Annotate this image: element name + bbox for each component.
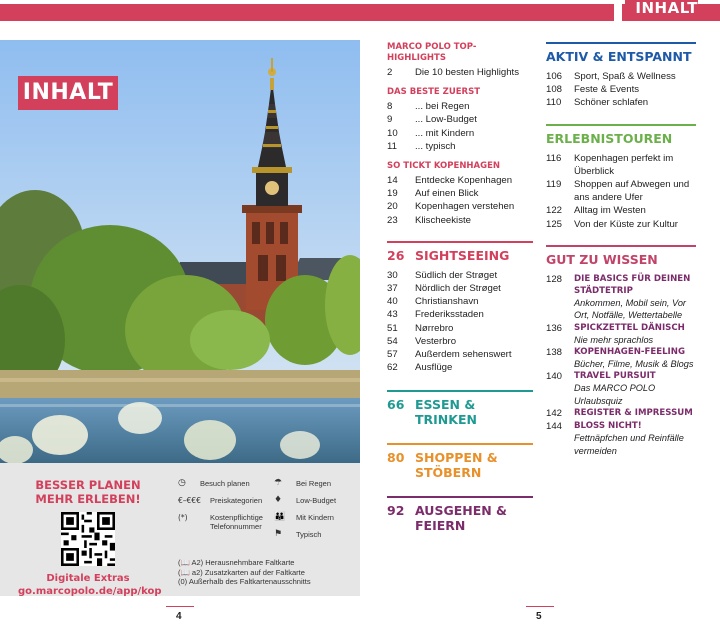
toc-entry[interactable]: 20 Kopenhagen verstehen [387, 201, 515, 213]
toc-entry[interactable]: 9 ... Low-Budget [387, 114, 477, 126]
toc-entry[interactable]: 119 Shoppen auf Abwegen und ans andere Ufer [546, 179, 690, 204]
legend-item: (*) Kostenpflichtige Telefonnummer [178, 513, 263, 531]
promo-line-1: BESSER PLANEN [35, 478, 141, 492]
clock-icon: ◷ [178, 478, 186, 488]
toc-entry[interactable]: 30 Südlich der Strøget [387, 269, 498, 281]
info-panel [0, 463, 360, 596]
toc-entry[interactable]: 40 Christianshavn [387, 296, 479, 308]
piggybank-icon: ♦ [274, 495, 283, 505]
asterisk-icon: (*) [178, 513, 188, 522]
section-aktiv-entspannt[interactable]: AKTIV & ENTSPANNT [546, 42, 696, 64]
toc-entry[interactable]: 57 Außerdem sehenswert [387, 349, 512, 361]
section-essen-trinken[interactable]: 66 ESSEN & TRINKEN [387, 390, 533, 427]
toc-entry[interactable]: 43 Frederiksstaden [387, 309, 484, 321]
page-number-left: 4 [176, 611, 182, 622]
toc-entry[interactable]: 8 ... bei Regen [387, 101, 470, 113]
toc-entry[interactable]: 14 Entdecke Kopenhagen [387, 175, 513, 187]
toc-entry[interactable]: 108 Feste & Events [546, 84, 640, 96]
family-icon: 👪 [274, 512, 286, 522]
promo-line-2: MEHR ERLEBEN! [35, 492, 141, 506]
section-sightseeing[interactable]: 26 SIGHTSEEING [387, 241, 533, 263]
euro-icon: €–€€€ [178, 496, 201, 505]
toc-entry[interactable]: 62 Ausflüge [387, 362, 453, 374]
toc-entry[interactable]: 10 ... mit Kindern [387, 127, 475, 139]
page-divider [526, 606, 554, 607]
header-title: INHALT [625, 0, 698, 17]
toc-entry[interactable]: 23 Klischeekiste [387, 214, 471, 226]
toc-entry[interactable]: 37 Nördlich der Strøget [387, 283, 501, 295]
toc-entry[interactable]: 19 Auf einen Blick [387, 188, 479, 200]
toc-entry[interactable]: 136 SPICKZETTEL DÄNISCH Nie mehr sprachlos [546, 322, 685, 345]
legend-item: ☂ Bei Regen [274, 478, 332, 488]
toc-column-1 [387, 42, 533, 539]
legend-item: ◷ Besuch planen [178, 478, 250, 488]
app-url-link[interactable]: go.marcopolo.de/app/kop [18, 586, 162, 597]
page-divider [166, 606, 194, 607]
flag-icon: ⚑ [274, 529, 283, 539]
legend-item: 👪 Mit Kindern [274, 512, 334, 522]
legend-item: €–€€€ Preiskategorien [178, 496, 263, 505]
toc-entry[interactable]: 2 Die 10 besten Highlights [387, 67, 519, 78]
toc-entry[interactable]: 54 Vesterbro [387, 335, 457, 347]
section-ausgehen[interactable]: 92 AUSGEHEN & FEIERN [387, 496, 533, 533]
toc-entry[interactable]: 142 REGISTER & IMPRESSUM [546, 408, 693, 420]
map-note: (0) Außerhalb des Faltkartenausschnitts [178, 577, 311, 586]
legend-item: ⚑ Typisch [274, 529, 322, 539]
toc-entry[interactable]: 51 Nørrebro [387, 322, 454, 334]
toc-entry[interactable]: 140 TRAVEL PURSUIT Das MARCO POLO Urlaubsquiz [546, 371, 656, 406]
toc-entry[interactable]: 116 Kopenhagen perfekt im Überblick [546, 152, 674, 177]
toc-entry[interactable]: 144 BLOSS NICHT! Fettnäpfchen und Reinfälle vermeiden [546, 421, 684, 456]
map-note: (📖 a2) Zusatzkarten auf der Faltkarte [178, 567, 305, 577]
app-promo [18, 478, 162, 598]
section-title: MARCO POLO TOP-HIGHLIGHTS [387, 42, 477, 63]
toc-entry[interactable]: 125 Von der Küste zur Kultur [546, 218, 678, 230]
section-title: DAS BESTE ZUERST [387, 87, 481, 98]
header-bar [0, 4, 720, 21]
toc-column-2 [546, 42, 696, 457]
umbrella-icon: ☂ [274, 478, 283, 488]
section-gut-zu-wissen[interactable]: GUT ZU WISSEN [546, 245, 696, 267]
map-note: (📖 A2) Herausnehmbare Faltkarte [178, 558, 295, 567]
toc-entry[interactable]: 122 Alltag im Westen [546, 205, 646, 217]
map-notes [178, 558, 311, 587]
toc-entry[interactable]: 106 Sport, Spaß & Wellness [546, 71, 676, 82]
section-erlebnistouren[interactable]: ERLEBNISTOUREN [546, 124, 696, 146]
qr-code-icon[interactable] [61, 512, 115, 566]
section-shoppen[interactable]: 80 SHOPPEN & STÖBERN [387, 443, 533, 480]
page-number-right: 5 [536, 611, 542, 622]
section-title: SO TICKT KOPENHAGEN [387, 161, 501, 172]
toc-entry[interactable]: 128 DIE BASICS FÜR DEINEN STÄDTETRIP Ankommen, Mobil sein, Vor Ort, Notfälle, Wettertabelle [546, 273, 691, 321]
toc-entry[interactable]: 110 Schöner schlafen [546, 97, 649, 109]
toc-entry[interactable]: 138 KOPENHAGEN-FEELING Bücher, Filme, Musik & Blogs [546, 347, 694, 370]
toc-entry[interactable]: 11 ... typisch [387, 140, 456, 152]
legend-item: ♦ Low-Budget [274, 495, 337, 505]
digital-extras-label: Digitale Extras [46, 573, 130, 584]
cover-title: INHALT [18, 76, 118, 110]
header-gap [614, 4, 622, 21]
cover-photo [0, 40, 360, 463]
